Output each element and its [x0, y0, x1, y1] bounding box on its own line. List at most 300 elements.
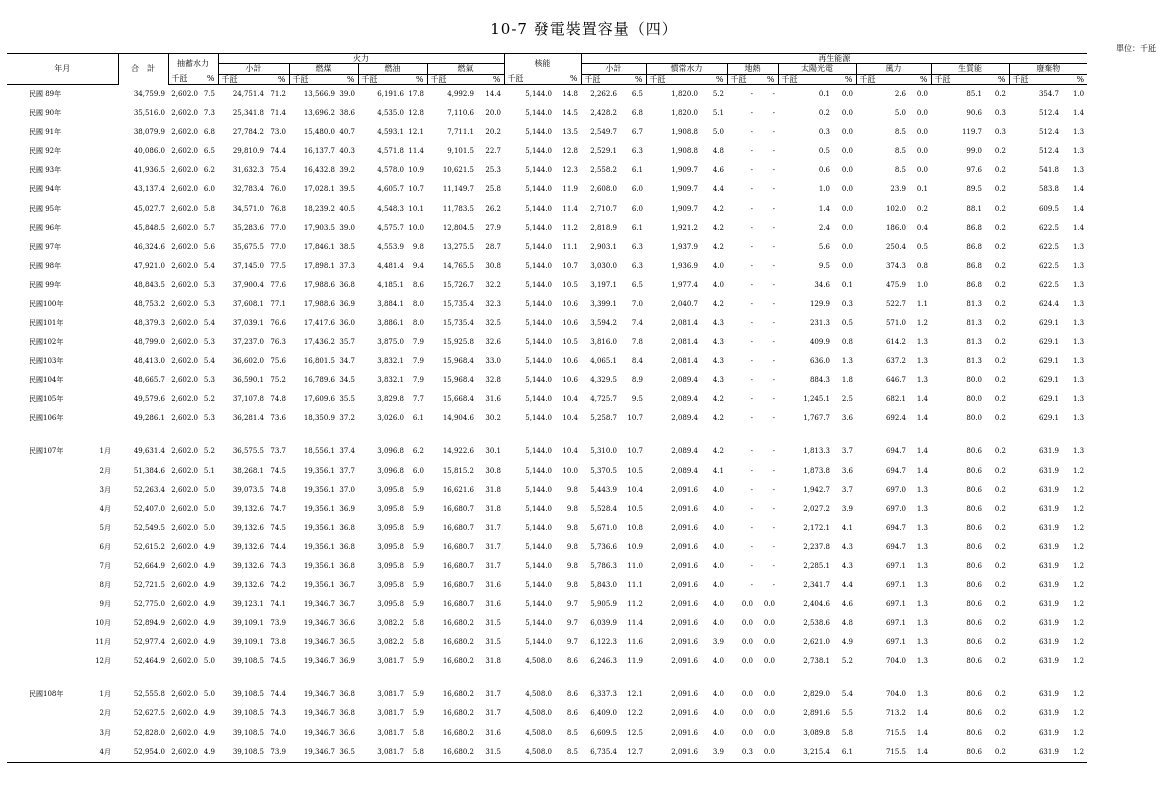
table-cell: 80.6 [966, 638, 982, 647]
table-cell: 5.4 [203, 357, 215, 366]
table-cell: 2,172.1 [803, 523, 830, 532]
table-cell: 2,602.0 [171, 185, 198, 194]
table-cell: - [772, 447, 775, 456]
table-cell: 39,108.5 [232, 690, 264, 699]
table-cell: 631.9 [1038, 600, 1059, 609]
unit-header-kw: 千瓩 [168, 75, 201, 85]
row-month-label: 4月 [99, 504, 111, 513]
table-cell: 3,082.2 [377, 638, 404, 647]
table-row [7, 295, 1159, 314]
table-cell: 39,132.6 [232, 504, 264, 513]
table-cell: 37,900.4 [232, 280, 264, 289]
table-cell: 8.0 [412, 299, 424, 308]
table-cell: 631.9 [1038, 690, 1059, 699]
table-cell: 3.6 [841, 466, 853, 475]
table-cell: 32.6 [485, 338, 501, 347]
table-cell: 4.9 [201, 743, 218, 763]
table-cell: 0.3 [994, 109, 1006, 118]
table-cell: 0.3 [818, 128, 830, 137]
header-wind: 風力 [856, 64, 931, 75]
table-cell: 19,346.7 [303, 657, 335, 666]
table-cell: 0.1 [841, 280, 853, 289]
table-cell: 11.1 [627, 580, 643, 589]
table-cell: 16,680.7 [442, 504, 474, 513]
table-cell: 11.4 [627, 619, 643, 628]
table-cell: 86.8 [966, 280, 982, 289]
row-month-label [73, 276, 118, 295]
table-cell: 30.8 [485, 466, 501, 475]
table-cell: 0.3 [994, 128, 1006, 137]
table-row [7, 595, 1159, 614]
table-cell: 80.6 [966, 580, 982, 589]
table-cell: 6.0 [631, 185, 643, 194]
row-year-label: 民國 92年 [29, 147, 62, 156]
table-cell: 0.2 [994, 395, 1006, 404]
table-cell: 77.5 [270, 261, 286, 270]
table-cell: 1.3 [1072, 147, 1085, 156]
table-cell: 39,132.6 [232, 523, 264, 532]
table-cell: 4,992.9 [447, 90, 474, 99]
row-year-label [7, 557, 73, 576]
table-cell: 0.0 [916, 128, 928, 137]
table-cell: 5,671.0 [590, 523, 617, 532]
table-cell: 39,108.5 [232, 709, 264, 718]
table-cell: 5.8 [841, 728, 853, 737]
table-cell: 5,905.9 [590, 600, 617, 609]
table-cell: 11,783.5 [442, 204, 474, 213]
table-cell: 1.3 [916, 619, 928, 628]
table-cell: 0.0 [756, 743, 778, 763]
table-cell: 6,191.6 [377, 90, 404, 99]
table-cell: 4,548.3 [377, 204, 404, 213]
table-cell: 622.5 [1038, 223, 1059, 232]
table-cell: 1.3 [916, 638, 928, 647]
table-cell: 7.5 [203, 90, 215, 99]
table-cell: 9.8 [566, 561, 578, 570]
table-cell: 40,086.0 [133, 147, 165, 156]
table-cell: 39,132.6 [232, 561, 264, 570]
row-month-label [73, 257, 118, 276]
table-cell: 5.9 [412, 709, 424, 718]
table-cell: 74.2 [270, 580, 286, 589]
table-cell: - [750, 242, 753, 251]
table-cell: 4.1 [841, 523, 853, 532]
row-month-label [73, 314, 118, 333]
table-cell: - [772, 223, 775, 232]
table-cell: 631.9 [1038, 466, 1059, 475]
table-cell: 0.0 [916, 166, 928, 175]
table-cell: 32.2 [485, 280, 501, 289]
header-coal: 燃煤 [289, 64, 358, 75]
table-cell: 16,680.7 [442, 600, 474, 609]
table-cell: 4,065.1 [590, 357, 617, 366]
table-cell: 8.6 [566, 709, 578, 718]
table-cell: 17.8 [408, 90, 424, 99]
table-cell: 11.0 [627, 561, 643, 570]
table-cell: 1.2 [1062, 743, 1087, 763]
header-pumped-hydro: 抽蓄水力 [168, 54, 218, 75]
header-nuclear: 核能 [504, 54, 581, 75]
table-cell: - [750, 504, 753, 513]
table-cell: 37.0 [339, 485, 355, 494]
table-cell: 4,508.0 [525, 709, 552, 718]
table-cell: 10.0 [562, 466, 578, 475]
table-cell: - [750, 447, 753, 456]
table-cell: 52,894.9 [133, 619, 165, 628]
table-cell: 884.3 [809, 376, 830, 385]
table-cell: 80.6 [966, 619, 982, 628]
table-cell: 2,602.0 [171, 318, 198, 327]
table-cell: 5,144.0 [525, 299, 552, 308]
table-cell: 2,081.4 [671, 338, 698, 347]
table-cell: 25.8 [485, 185, 501, 194]
header-thermal-subtotal: 小計 [218, 64, 289, 75]
table-cell: 31.6 [485, 395, 501, 404]
table-cell: 80.6 [966, 709, 982, 718]
table-cell: 5,443.9 [590, 485, 617, 494]
table-cell: 713.2 [885, 709, 906, 718]
table-cell: 5,144.0 [525, 90, 552, 99]
table-cell: 10,621.5 [442, 166, 474, 175]
table-cell: 75.2 [270, 376, 286, 385]
table-cell: 5.3 [203, 376, 215, 385]
table-cell: 4,481.4 [377, 261, 404, 270]
table-cell: 33.0 [485, 357, 501, 366]
table-cell: 14.8 [562, 90, 578, 99]
table-cell: 5.4 [203, 261, 215, 270]
table-cell: 5.9 [412, 504, 424, 513]
table-cell: 73.8 [270, 638, 286, 647]
table-cell: 99.0 [966, 147, 982, 156]
table-cell: 1,909.7 [671, 204, 698, 213]
table-cell: 0.0 [841, 223, 853, 232]
row-year-label: 民國 94年 [29, 185, 62, 194]
table-cell: 3,594.2 [590, 318, 617, 327]
table-cell: 19,356.1 [303, 485, 335, 494]
table-cell: 4.0 [712, 657, 724, 666]
table-cell: 0.2 [818, 109, 830, 118]
table-row [7, 219, 1159, 238]
table-cell: 8.5 [555, 743, 581, 763]
table-cell: 4.6 [841, 600, 853, 609]
table-cell: 80.0 [966, 395, 982, 404]
row-year-label [7, 652, 73, 671]
table-cell: 3,082.2 [377, 619, 404, 628]
table-cell: 19,356.1 [303, 580, 335, 589]
table-cell: 80.6 [966, 690, 982, 699]
table-cell: 4.4 [841, 580, 853, 589]
row-year-label: 民國 93年 [29, 166, 62, 175]
table-cell: 74.5 [270, 466, 286, 475]
table-cell: 4,535.0 [377, 109, 404, 118]
table-cell: 36.6 [339, 619, 355, 628]
table-cell: 5,144.0 [525, 338, 552, 347]
table-cell: 1.2 [1072, 485, 1085, 494]
table-cell: 8.5 [894, 128, 906, 137]
table-cell: 5.1 [712, 109, 724, 118]
table-cell: 1,820.0 [671, 90, 698, 99]
table-cell: 16,680.7 [442, 580, 474, 589]
table-cell: 2,262.6 [590, 90, 617, 99]
table-cell: 5.0 [203, 523, 215, 532]
table-cell: 34.7 [339, 357, 355, 366]
table-cell: 38.5 [339, 242, 355, 251]
table-cell: 4.3 [712, 318, 724, 327]
table-cell: 0.2 [994, 580, 1006, 589]
table-cell: 2.4 [818, 223, 830, 232]
table-cell: 80.6 [966, 561, 982, 570]
unit-label: 單位：千瓩 [1116, 44, 1156, 53]
table-cell: 4.0 [712, 728, 724, 737]
table-cell: 52,977.4 [133, 638, 165, 647]
table-cell: 74.3 [270, 561, 286, 570]
row-month-label [73, 142, 118, 161]
table-cell: 2,602.0 [171, 395, 198, 404]
table-cell: 30.8 [485, 261, 501, 270]
table-cell: 38,268.1 [232, 466, 264, 475]
table-cell: 8.6 [412, 280, 424, 289]
row-month-label [73, 180, 118, 199]
table-cell: 631.9 [1038, 728, 1059, 737]
table-cell: 75.6 [270, 357, 286, 366]
table-row [7, 633, 1159, 652]
table-cell: 73.6 [270, 414, 286, 423]
table-cell: 0.2 [994, 561, 1006, 570]
row-year-label [7, 500, 73, 519]
table-cell: 624.4 [1038, 299, 1059, 308]
table-cell: 2,602.0 [171, 657, 198, 666]
table-cell: 4.0 [712, 600, 724, 609]
table-cell: 629.1 [1038, 318, 1059, 327]
table-cell: - [772, 504, 775, 513]
table-cell: 15,968.4 [442, 376, 474, 385]
table-cell: 5.9 [412, 561, 424, 570]
table-cell: 31.5 [485, 638, 501, 647]
table-cell: 10.8 [627, 523, 643, 532]
table-cell: 16,789.6 [303, 376, 335, 385]
table-cell: 80.6 [966, 523, 982, 532]
table-cell: - [772, 414, 775, 423]
row-month-label: 11月 [95, 638, 111, 647]
row-month-label [73, 371, 118, 390]
table-cell: 2,818.9 [590, 223, 617, 232]
table-cell: 5,144.0 [525, 166, 552, 175]
table-cell: 629.1 [1038, 357, 1059, 366]
table-row [7, 614, 1159, 633]
table-cell: 12.5 [627, 728, 643, 737]
table-cell: 3,095.8 [377, 504, 404, 513]
table-cell: 0.0 [763, 638, 775, 647]
table-cell: 77.0 [270, 223, 286, 232]
table-cell: 3,095.8 [377, 600, 404, 609]
table-cell: 76.3 [270, 338, 286, 347]
table-cell: 17,436.2 [303, 338, 335, 347]
table-cell: 31.7 [485, 542, 501, 551]
table-cell: 1.2 [1072, 619, 1085, 628]
header-solar: 太陽光電 [778, 64, 856, 75]
table-cell: - [750, 376, 753, 385]
table-cell: 2,602.0 [171, 166, 198, 175]
table-cell: - [750, 223, 753, 232]
unit-header-kw: 千瓩 [778, 75, 833, 85]
table-cell: 52,555.8 [133, 690, 165, 699]
table-cell: 1.4 [916, 466, 928, 475]
table-cell: 8.5 [894, 147, 906, 156]
table-row [7, 481, 1159, 500]
table-cell: 2,091.6 [671, 728, 698, 737]
table-cell: 16,680.2 [442, 619, 474, 628]
table-cell: 8.5 [894, 166, 906, 175]
table-cell: 5,144.0 [525, 414, 552, 423]
table-cell: - [750, 90, 753, 99]
table-cell: 43,137.4 [133, 185, 165, 194]
table-cell: 1.4 [1072, 223, 1085, 232]
table-cell: 8.6 [566, 657, 578, 666]
table-cell: 73.9 [270, 619, 286, 628]
table-cell: 0.2 [994, 690, 1006, 699]
table-cell: 1,767.7 [803, 414, 830, 423]
table-cell: 5.0 [203, 690, 215, 699]
table-cell: 1.2 [1072, 728, 1085, 737]
table-cell: 1.3 [916, 561, 928, 570]
table-cell: 8.4 [631, 357, 643, 366]
table-cell: 4.0 [712, 280, 724, 289]
table-cell: 5,528.4 [590, 504, 617, 513]
table-cell: 4.9 [203, 580, 215, 589]
table-cell: 4.3 [712, 338, 724, 347]
table-cell: 697.1 [885, 638, 906, 647]
table-cell: 1.2 [1072, 523, 1085, 532]
table-row [7, 104, 1159, 123]
table-cell: 13,275.5 [442, 242, 474, 251]
table-cell: 48,843.5 [133, 280, 165, 289]
table-cell: 76.0 [270, 185, 286, 194]
unit-header-kw: 千瓩 [646, 75, 701, 85]
row-year-label: 民國107年 [29, 447, 64, 456]
table-cell: 0.2 [994, 728, 1006, 737]
table-cell: 7.9 [412, 376, 424, 385]
table-cell: 2,602.0 [171, 600, 198, 609]
table-body [7, 85, 1159, 763]
spacer-row [7, 428, 1159, 442]
table-cell: 71.2 [270, 90, 286, 99]
table-cell: 1.3 [916, 657, 928, 666]
unit-header-pct: % [477, 75, 504, 85]
table-cell: 31.6 [485, 600, 501, 609]
row-month-label: 12月 [95, 657, 111, 666]
table-cell: 4.0 [712, 523, 724, 532]
header-waste: 廢棄物 [1009, 64, 1087, 75]
table-cell: 631.9 [1038, 580, 1059, 589]
table-cell: 5,144.0 [525, 376, 552, 385]
table-cell: 0.2 [994, 485, 1006, 494]
table-cell: 6.3 [631, 242, 643, 251]
table-cell: 409.9 [809, 338, 830, 347]
table-cell: 17,028.1 [303, 185, 335, 194]
table-cell: 4.2 [712, 204, 724, 213]
table-row [7, 276, 1159, 295]
table-cell: 2,602.0 [171, 619, 198, 628]
table-row [7, 352, 1159, 371]
table-cell: 1.0 [916, 280, 928, 289]
table-cell: 15,925.8 [442, 338, 474, 347]
table-cell: 2,602.0 [171, 204, 198, 213]
unit-header-kw: 千瓩 [358, 75, 407, 85]
table-cell: 0.3 [841, 299, 853, 308]
spacer-row [7, 671, 1159, 685]
table-cell: 86.8 [966, 223, 982, 232]
table-cell: 10.6 [562, 357, 578, 366]
table-cell: 6.1 [412, 414, 424, 423]
table-cell: 3,829.8 [377, 395, 404, 404]
table-cell: 4,605.7 [377, 185, 404, 194]
table-cell: 0.2 [994, 619, 1006, 628]
table-cell: 2,089.4 [671, 466, 698, 475]
table-cell: 0.2 [994, 376, 1006, 385]
table-cell: 39,109.1 [232, 619, 264, 628]
table-cell: 6.3 [631, 147, 643, 156]
table-cell: 2,091.6 [671, 580, 698, 589]
table-cell: 4.0 [712, 690, 724, 699]
table-cell: 76.6 [270, 318, 286, 327]
unit-header-kw: 千瓩 [504, 75, 555, 85]
table-cell: 2,602.0 [171, 261, 198, 270]
table-cell: 10.5 [627, 466, 643, 475]
table-cell: 0.2 [994, 638, 1006, 647]
table-cell: 32.5 [485, 318, 501, 327]
table-cell: 0.0 [741, 619, 753, 628]
table-cell: 0.4 [916, 223, 928, 232]
table-cell: 4.0 [712, 542, 724, 551]
table-cell: 4.0 [712, 619, 724, 628]
table-cell: 4.9 [841, 638, 853, 647]
table-cell: - [750, 318, 753, 327]
row-year-label: 民國106年 [29, 414, 64, 423]
table-cell: 4.4 [712, 185, 724, 194]
table-cell: 37,608.1 [232, 299, 264, 308]
table-cell: 0.2 [994, 147, 1006, 156]
table-cell: 6,039.9 [590, 619, 617, 628]
table-cell: 47,921.0 [133, 261, 165, 270]
table-cell: 0.0 [741, 638, 753, 647]
table-cell: 35,675.5 [232, 242, 264, 251]
table-cell: 0.2 [994, 709, 1006, 718]
row-year-label: 民國 99年 [29, 280, 62, 289]
table-cell: 0.0 [841, 147, 853, 156]
table-cell: 4.9 [203, 542, 215, 551]
table-cell: 5.0 [203, 504, 215, 513]
table-cell: 5.0 [894, 109, 906, 118]
unit-header-kw: 千瓩 [856, 75, 909, 85]
unit-header-kw: 千瓩 [581, 75, 620, 85]
table-cell: 1.3 [1072, 414, 1085, 423]
table-cell: 16,801.5 [303, 357, 335, 366]
table-cell: 694.7 [885, 466, 906, 475]
header-gas: 燃氣 [427, 64, 504, 75]
table-cell: 6.3 [631, 261, 643, 270]
table-cell: - [750, 261, 753, 270]
table-cell: 5.3 [203, 299, 215, 308]
table-cell: 646.7 [885, 376, 906, 385]
table-cell: 4.2 [712, 414, 724, 423]
table-row [7, 500, 1159, 519]
table-cell: 36,281.4 [232, 414, 264, 423]
table-row [7, 685, 1159, 704]
header-biomass: 生質能 [931, 64, 1009, 75]
table-cell: 38,079.9 [133, 128, 165, 137]
header-year-month: 年月 [7, 54, 118, 85]
table-cell: 73.9 [267, 743, 289, 763]
